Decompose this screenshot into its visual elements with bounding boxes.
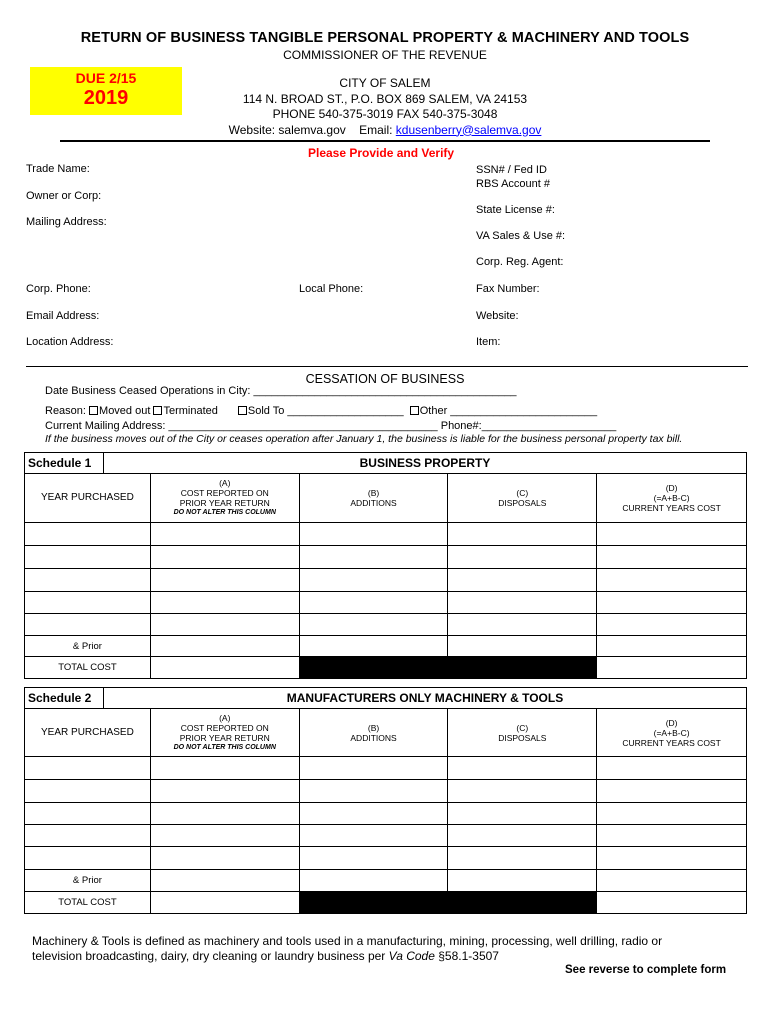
- year-purchased-header: YEAR PURCHASED: [25, 709, 151, 757]
- street-address: 114 N. BROAD ST., P.O. BOX 869 SALEM, VA 24153: [242, 91, 528, 106]
- table-row: [25, 569, 747, 592]
- liability-note: If the business moves out of the City or ceases operation after January 1, the business is liable for the business personal property tax bill.: [45, 433, 683, 445]
- col-c-text: DISPOSALS: [498, 732, 547, 743]
- fax-number-label: Fax Number:: [476, 283, 540, 295]
- local-phone-label: Local Phone:: [299, 283, 364, 295]
- website-text: Website: salemva.gov Email:: [228, 122, 396, 137]
- col-d-letter: (D): [665, 717, 678, 728]
- form-subtitle: COMMISSIONER OF THE REVENUE: [283, 48, 487, 62]
- col-a-header: [150, 474, 299, 523]
- table-row: [25, 803, 747, 825]
- mailing-address-label: Mailing Address:: [26, 216, 107, 228]
- schedule1-label: Schedule 1: [25, 453, 104, 474]
- cessation-divider: [26, 366, 748, 367]
- col-c-text: DISPOSALS: [498, 498, 547, 508]
- website-email-line: [200, 123, 570, 139]
- email-link[interactable]: kdusenberry@salemva.gov: [395, 122, 542, 137]
- table-row: [25, 847, 747, 870]
- col-b-letter: (B): [367, 488, 380, 498]
- col-a-text1: COST REPORTED ON: [180, 488, 269, 498]
- total-row: [25, 657, 747, 679]
- col-d-header: [597, 474, 747, 523]
- col-c-header: [448, 709, 597, 757]
- machinery-definition: [32, 934, 712, 964]
- other-label: Other ________________________: [419, 405, 598, 417]
- item-label: Item:: [476, 336, 501, 348]
- website-label: Website:: [476, 310, 519, 322]
- sold-to-checkbox[interactable]: [238, 406, 247, 415]
- table-row: [25, 757, 747, 780]
- col-a-note: DO NOT ALTER THIS COLUMN: [173, 509, 276, 516]
- current-mailing-line: Current Mailing Address: ____________________________________________ Phone#:______________________: [45, 420, 617, 432]
- due-date-box: [30, 67, 182, 115]
- owner-label: Owner or Corp:: [26, 190, 102, 202]
- blacked-out-cells: [299, 657, 597, 679]
- corp-phone-label: Corp. Phone:: [26, 283, 91, 295]
- table-row: [25, 592, 747, 614]
- table-row: [25, 825, 747, 847]
- state-license-label: State License #:: [476, 204, 555, 216]
- col-d-text2: CURRENT YEARS COST: [622, 503, 721, 513]
- date-ceased-line: Date Business Ceased Operations in City: ___________________________________________: [45, 385, 517, 397]
- table-row: [25, 523, 747, 546]
- due-label: DUE 2/15: [75, 70, 137, 86]
- other-checkbox[interactable]: [410, 406, 419, 415]
- verify-heading: Please Provide and Verify: [308, 146, 455, 160]
- va-code-text: Va Code: [388, 949, 435, 963]
- email-address-label: Email Address:: [26, 310, 100, 322]
- prior-row: [25, 636, 747, 657]
- col-b-header: [299, 709, 448, 757]
- terminated-checkbox[interactable]: [153, 406, 162, 415]
- corp-agent-label: Corp. Reg. Agent:: [476, 256, 564, 268]
- table-row: [25, 780, 747, 803]
- year-purchased-header: YEAR PURCHASED: [25, 474, 151, 523]
- col-d-header: [597, 709, 747, 757]
- total-row: [25, 892, 747, 914]
- schedule1-table: [24, 452, 747, 679]
- due-year: 2019: [83, 87, 129, 109]
- col-c-letter: (C): [516, 722, 529, 733]
- schedule2-label: Schedule 2: [25, 688, 104, 709]
- schedule2-table: [24, 687, 747, 914]
- col-b-text: ADDITIONS: [350, 732, 397, 743]
- col-d-text2: CURRENT YEARS COST: [622, 737, 721, 748]
- table-row: [25, 546, 747, 569]
- definition-text: Machinery & Tools is defined as machinery and tools used in a manufacturing, mining, processing, well drilling, radio or television broadcasting, dairy, dry cleaning or laundry business per: [32, 934, 663, 963]
- col-d-letter: (D): [665, 483, 678, 493]
- col-d-text1: (=A+B-C): [653, 493, 690, 503]
- blacked-out-cells: [299, 892, 597, 914]
- col-a-header: [150, 709, 299, 757]
- col-a-letter: (A): [219, 478, 231, 488]
- moved-out-label: Moved out: [99, 405, 154, 417]
- prior-row: [25, 870, 747, 892]
- schedule1-title: BUSINESS PROPERTY: [103, 453, 746, 474]
- see-reverse-note: See reverse to complete form: [565, 964, 727, 976]
- schedule2-title: MANUFACTURERS ONLY MACHINERY & TOOLS: [103, 688, 746, 709]
- col-a-letter: (A): [219, 712, 231, 723]
- terminated-label: Terminated: [163, 405, 218, 417]
- phone-fax: PHONE 540-375-3019 FAX 540-375-3048: [272, 107, 498, 121]
- col-c-header: [448, 474, 597, 523]
- col-a-text2: PRIOR YEAR RETURN: [179, 732, 270, 743]
- table-row: [25, 614, 747, 636]
- col-c-letter: (C): [516, 488, 529, 498]
- col-a-text1: COST REPORTED ON: [180, 722, 269, 733]
- cessation-title: CESSATION OF BUSINESS: [305, 372, 465, 386]
- form-title: RETURN OF BUSINESS TANGIBLE PERSONAL PROPERTY & MACHINERY AND TOOLS: [80, 30, 690, 46]
- col-b-text: ADDITIONS: [350, 498, 397, 508]
- rbs-account-label: RBS Account #: [476, 178, 550, 190]
- moved-out-checkbox[interactable]: [89, 406, 98, 415]
- code-section: §58.1-3507: [434, 949, 499, 963]
- trade-name-label: Trade Name:: [26, 163, 90, 175]
- col-b-header: [299, 474, 448, 523]
- city-name: CITY OF SALEM: [339, 76, 431, 90]
- ssn-label: SSN# / Fed ID: [476, 164, 547, 176]
- sold-to-label: Sold To ___________________: [247, 405, 407, 417]
- total-cost-label: TOTAL COST: [25, 892, 151, 914]
- total-cost-label: TOTAL COST: [25, 657, 151, 679]
- office-address-block: [200, 76, 570, 138]
- prior-label: & Prior: [25, 636, 151, 657]
- col-b-letter: (B): [367, 722, 380, 733]
- col-d-text1: (=A+B-C): [653, 727, 690, 738]
- location-address-label: Location Address:: [26, 336, 114, 348]
- col-a-note: DO NOT ALTER THIS COLUMN: [173, 743, 276, 751]
- prior-label: & Prior: [25, 870, 151, 892]
- header-divider: [60, 140, 710, 142]
- reason-label: Reason:: [45, 405, 90, 417]
- reason-line: [45, 405, 597, 417]
- va-sales-label: VA Sales & Use #:: [476, 230, 566, 242]
- col-a-text2: PRIOR YEAR RETURN: [179, 498, 270, 508]
